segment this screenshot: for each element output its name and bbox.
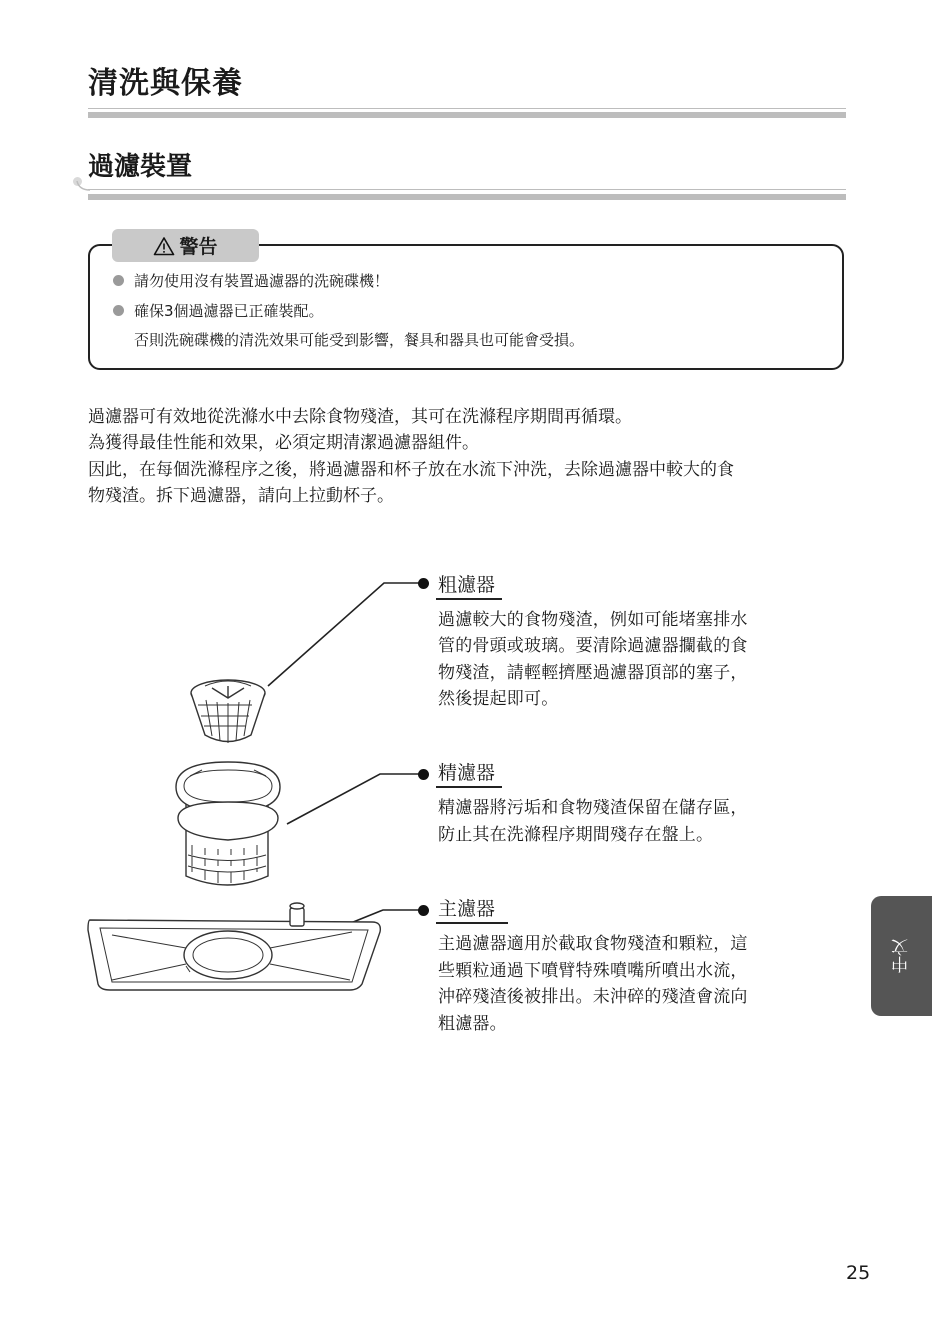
section-title: 過濾裝置 [88, 152, 193, 182]
main-filter-title: 主濾器 [438, 898, 496, 920]
coarse-filter-text: 物殘渣，請輕輕擠壓過濾器頂部的塞子， [438, 663, 748, 683]
main-filter-underline [436, 922, 508, 924]
main-filter-text: 沖碎殘渣後被排出。未沖碎的殘渣會流向 [438, 987, 748, 1007]
language-tab [871, 896, 932, 1016]
callout-dot [418, 578, 429, 589]
warning-label-text: 警告 [179, 236, 218, 258]
warning-item: 請勿使用沒有裝置過濾器的洗碗碟機！ [134, 272, 390, 290]
fine-filter-drawing [176, 762, 280, 885]
page-number: 25 [846, 1262, 871, 1284]
main-filter-text: 主過濾器適用於截取食物殘渣和顆粒，這 [438, 934, 748, 954]
bullet-icon [113, 275, 124, 286]
coarse-filter-title: 粗濾器 [438, 574, 496, 596]
callout-dot [418, 905, 429, 916]
warning-label [112, 229, 259, 262]
intro-line: 因此，在每個洗滌程序之後，將過濾器和杯子放在水流下沖洗，去除過濾器中較大的食 [88, 460, 734, 480]
warning-triangle-icon [153, 236, 175, 256]
callout-leaders [268, 583, 424, 933]
title-rule-top [88, 108, 846, 109]
coarse-filter-text: 管的骨頭或玻璃。要清除過濾器攔截的食 [438, 636, 748, 656]
intro-line: 過濾器可有效地從洗滌水中去除食物殘渣，其可在洗滌程序期間再循環。 [88, 407, 632, 427]
coarse-filter-underline [436, 598, 502, 600]
coarse-filter-drawing [191, 680, 265, 743]
fine-filter-title: 精濾器 [438, 762, 496, 784]
warning-item: 否則洗碗碟機的清洗效果可能受到影響，餐具和器具也可能會受損。 [134, 331, 585, 349]
main-filter-text: 粗濾器。 [438, 1014, 507, 1034]
fine-filter-text: 精濾器將污垢和食物殘渣保留在儲存區， [438, 798, 748, 818]
intro-line: 為獲得最佳性能和效果，必須定期清潔過濾器組件。 [88, 433, 479, 453]
language-tab-label: 中文 [892, 939, 912, 973]
coarse-filter-text: 然後提起即可。 [438, 689, 559, 709]
section-marker-curve [76, 180, 96, 194]
fine-filter-underline [436, 786, 502, 788]
section-rule-top [88, 189, 846, 190]
section-rule [88, 194, 846, 200]
title-rule [88, 112, 846, 118]
fine-filter-text: 防止其在洗滌程序期間殘存在盤上。 [438, 825, 714, 845]
coarse-filter-text: 過濾較大的食物殘渣，例如可能堵塞排水 [438, 610, 748, 630]
callout-dot [418, 769, 429, 780]
main-filter-text: 些顆粒通過下噴臂特殊噴嘴所噴出水流， [438, 961, 748, 981]
intro-line: 物殘渣。拆下過濾器，請向上拉動杯子。 [88, 486, 394, 506]
main-filter-drawing [88, 903, 380, 990]
bullet-icon [113, 305, 124, 316]
warning-item: 確保3個過濾器已正確裝配。 [134, 302, 324, 320]
page-title: 清洗與保養 [88, 66, 243, 101]
